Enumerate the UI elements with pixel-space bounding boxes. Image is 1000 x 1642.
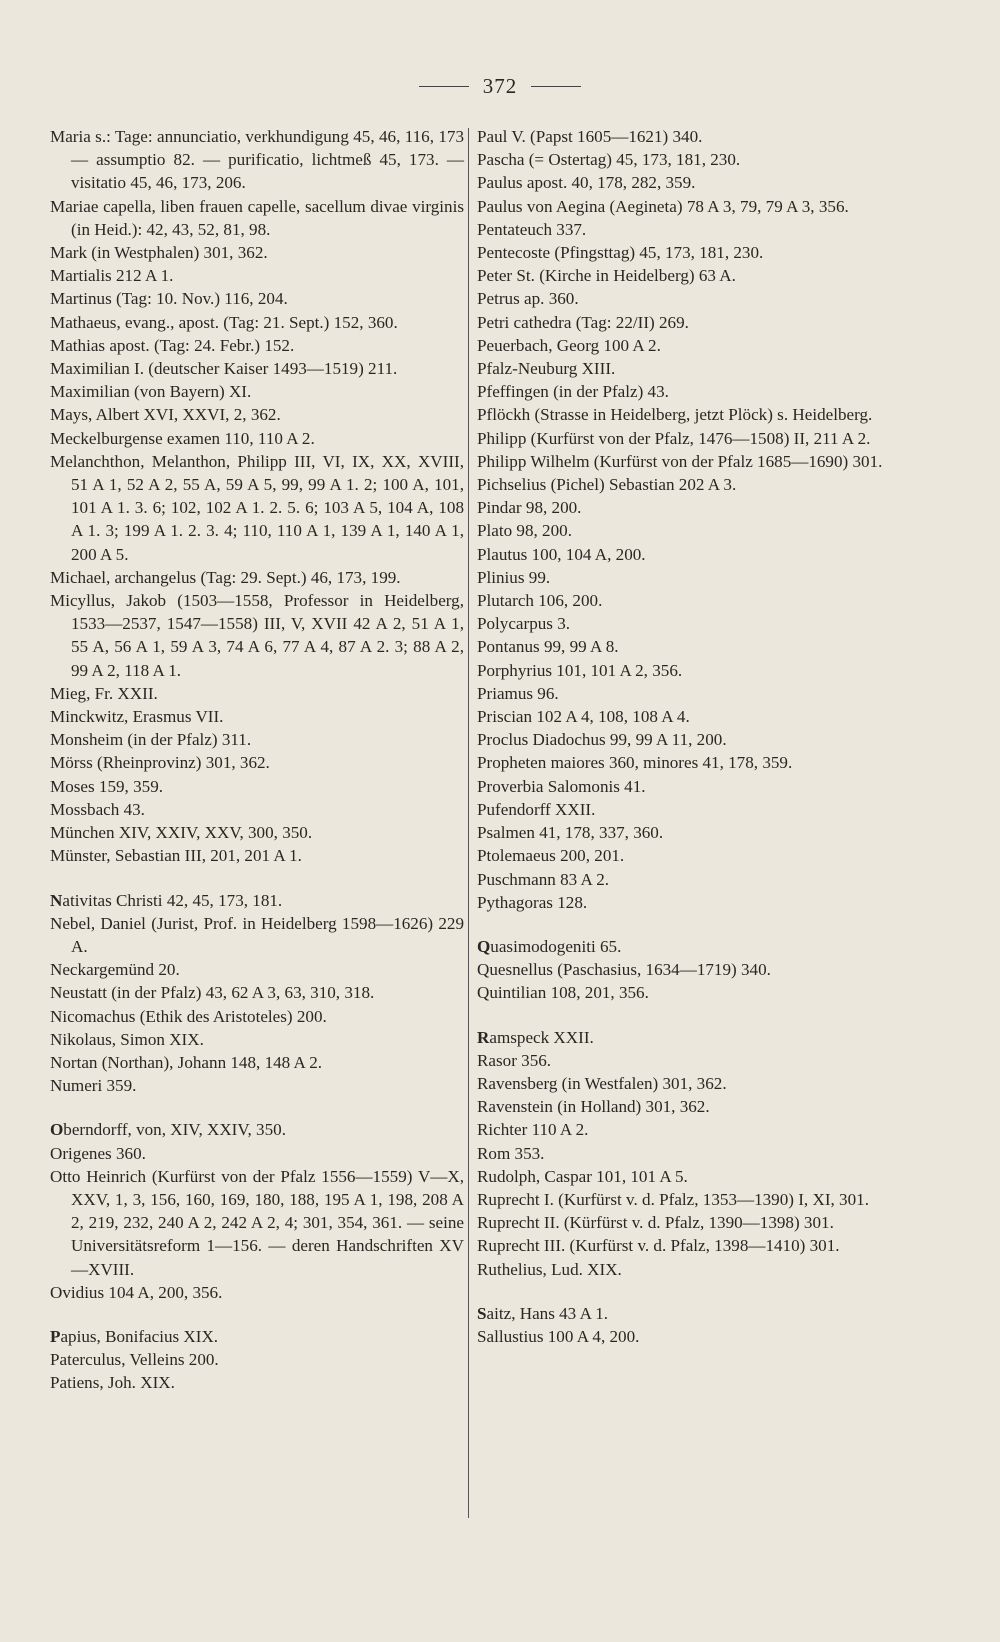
index-entry: Münster, Sebastian III, 201, 201 A 1. [50,846,302,866]
index-entry: Mathias apost. (Tag: 24. Febr.) 152. [50,335,295,355]
index-entry: Otto Heinrich (Kurfürst von der Pfalz 1556—1559) V—X, XXV, 1, 3, 156, 160, 169, 180, 188, 195 A 1, 198, 208 A 2, 219, 232, 240 A 2, 242 A 2, 4; 301, 354, 361. — seine Universitätsreform 1—156. — deren Handschriften XV—XVIII. [50,1166,464,1279]
page-header [0,74,1000,99]
index-entry: Porphyrius 101, 101 A 2, 356. [477,660,683,680]
index-entry: Pichselius (Pichel) Sebastian 202 A 3. [477,475,737,495]
index-entry: Ruprecht II. (Kürfürst v. d. Pfalz, 1390—1398) 301. [477,1213,834,1233]
index-entry: Monsheim (in der Pfalz) 311. [50,730,252,750]
index-entry: Paul V. (Papst 1605—1621) 340. [477,127,703,146]
index-entry: Petri cathedra (Tag: 22/II) 269. [477,312,689,332]
section-initial-letter: N [50,890,63,910]
index-entry: Pufendorff XXII. [477,799,596,819]
index-entry: Origenes 360. [50,1143,146,1163]
index-entry: Psalmen 41, 178, 337, 360. [477,823,664,843]
index-entry: Martialis 212 A 1. [50,266,174,286]
index-entry: Paterculus, Velleins 200. [50,1350,219,1370]
index-entry: Nebel, Daniel (Jurist, Prof. in Heidelberg 1598—1626) 229 A. [50,913,464,956]
index-entry: Patiens, Joh. XIX. [50,1373,175,1393]
index-entry: Rasor 356. [477,1050,552,1070]
section-initial-letter: S [477,1303,487,1323]
index-entry: Numeri 359. [50,1076,137,1096]
index-entry: Proclus Diadochus 99, 99 A 11, 200. [477,730,727,750]
index-entry: Proverbia Salomonis 41. [477,776,646,796]
index-entry: Nicomachus (Ethik des Aristoteles) 200. [50,1006,327,1026]
index-entry [477,1302,895,1325]
index-entry: Pythagoras 128. [477,892,588,912]
index-entry [477,935,895,958]
index-entry: Micyllus, Jakob (1503—1558, Professor in Heidelberg, 1533—2537, 1547—1558) III, V, XVII 42 A 2, 51 A 1, 55 A, 56 A 1, 59 A 3, 74 A 6, 77 A 4, 87 A 2. 3; 88 A 2, 99 A 2, 118 A 1. [50,591,464,680]
index-entry: Mays, Albert XVI, XXVI, 2, 362. [50,405,281,425]
index-entry: Pindar 98, 200. [477,498,582,518]
index-entry: Nikolaus, Simon XIX. [50,1029,204,1049]
index-entry: Maria s.: Tage: annunciatio, verkhundigung 45, 46, 116, 173 — assumptio 82. — purificatio, lichtmeß 45, 173. — visitatio 45, 46, 173, 206. [50,127,464,193]
index-entry: Mark (in Westphalen) 301, 362. [50,243,268,263]
index-entry [477,1026,895,1049]
index-entry: Priscian 102 A 4, 108, 108 A 4. [477,707,690,727]
index-entry: Peuerbach, Georg 100 A 2. [477,335,661,355]
index-entry: Maximilian I. (deutscher Kaiser 1493—1519) 211. [50,359,398,379]
index-entry: Sallustius 100 A 4, 200. [477,1326,640,1346]
index-entry: Plinius 99. [477,567,551,587]
header-rule-right [531,86,581,87]
index-entry: Melanchthon, Melanthon, Philipp III, VI, IX, XX, XVIII, 51 A 1, 52 A 2, 55 A, 59 A 5, 99, 99 A 1. 2; 100 A, 101, 101 A 1. 3. 6; 102, 102 A 1. 2. 5. 6; 103 A 5, 104 A, 108 A 1. 3; 199 A 1. 2. 3. 4; 110, 110 A 1, 139 A 1, 140 A 1, 200 A 5. [50,451,464,564]
index-entry: Maximilian (von Bayern) XI. [50,382,252,402]
index-entry: Ptolemaeus 200, 201. [477,846,625,866]
index-entry: Pfeffingen (in der Pfalz) 43. [477,382,669,402]
index-entry: Philipp (Kurfürst von der Pfalz, 1476—1508) II, 211 A 2. [477,428,871,448]
index-entry: Neckargemünd 20. [50,960,180,980]
index-entry: München XIV, XXIV, XXV, 300, 350. [50,823,313,843]
index-entry: Plautus 100, 104 A, 200. [477,544,646,564]
index-entry: Propheten maiores 360, minores 41, 178, 359. [477,753,793,773]
index-entry: Pontanus 99, 99 A 8. [477,637,619,657]
index-entry: Quintilian 108, 201, 356. [477,983,649,1003]
index-entry: Petrus ap. 360. [477,289,579,309]
index-entry: Mariae capella, liben frauen capelle, sacellum divae virginis (in Heid.): 42, 43, 52, 81, 98. [50,196,464,239]
index-entry: Ruprecht I. (Kurfürst v. d. Pfalz, 1353—1390) I, XI, 301. [477,1189,869,1209]
index-entry: Meckelburgense examen 110, 110 A 2. [50,428,315,448]
index-entry: Mieg, Fr. XXII. [50,683,158,703]
entry-text: amspeck XXII. [489,1027,594,1047]
index-entry [50,1118,464,1141]
header-rule-left [419,86,469,87]
index-entry: Philipp Wilhelm (Kurfürst von der Pfalz 1685—1690) 301. [477,451,883,471]
index-entry: Mörss (Rheinprovinz) 301, 362. [50,753,270,773]
index-entry: Rudolph, Caspar 101, 101 A 5. [477,1166,688,1186]
section-initial-letter: P [50,1326,61,1346]
index-entry: Moses 159, 359. [50,776,164,796]
entry-text: ativitas Christi 42, 45, 173, 181. [62,890,283,910]
index-entry: Mossbach 43. [50,799,145,819]
index-entry: Pentecoste (Pfingsttag) 45, 173, 181, 230. [477,243,764,263]
index-entry: Plutarch 106, 200. [477,591,603,611]
entry-text: berndorff, von, XIV, XXIV, 350. [63,1120,286,1140]
entry-text: apius, Bonifacius XIX. [60,1326,219,1346]
index-entry: Pascha (= Ostertag) 45, 173, 181, 230. [477,150,741,170]
index-entry: Ruthelius, Lud. XIX. [477,1259,622,1279]
section-initial-letter: R [477,1027,490,1047]
index-entry: Polycarpus 3. [477,614,571,634]
index-entry: Pfalz-Neuburg XIII. [477,359,616,379]
index-entry: Paulus apost. 40, 178, 282, 359. [477,173,696,193]
index-entry: Plato 98, 200. [477,521,572,541]
index-entry: Peter St. (Kirche in Heidelberg) 63 A. [477,266,736,286]
index-entry: Ravenstein (in Holland) 301, 362. [477,1097,710,1117]
index-entry: Nortan (Northan), Johann 148, 148 A 2. [50,1052,323,1072]
section-initial-letter: Q [477,936,491,956]
index-entry: Puschmann 83 A 2. [477,869,610,889]
index-entry [50,1325,464,1348]
column-divider [468,128,469,1518]
index-entry: Pentateuch 337. [477,219,587,239]
index-entry: Ovidius 104 A, 200, 356. [50,1282,223,1302]
index-entry: Quesnellus (Paschasius, 1634—1719) 340. [477,960,771,980]
index-entry: Martinus (Tag: 10. Nov.) 116, 204. [50,289,288,309]
entry-text: aitz, Hans 43 A 1. [486,1303,609,1323]
index-entry: Paulus von Aegina (Aegineta) 78 A 3, 79, 79 A 3, 356. [477,196,849,216]
index-entry [50,889,464,912]
page-number: 372 [482,74,518,98]
index-column-right [477,125,895,1348]
index-column-left [50,125,464,1395]
section-initial-letter: O [50,1120,64,1140]
index-entry: Rom 353. [477,1143,545,1163]
index-entry: Priamus 96. [477,683,559,703]
index-entry: Neustatt (in der Pfalz) 43, 62 A 3, 63, 310, 318. [50,983,375,1003]
index-entry: Michael, archangelus (Tag: 29. Sept.) 46, 173, 199. [50,567,401,587]
index-entry: Minckwitz, Erasmus VII. [50,707,224,727]
index-entry: Ravensberg (in Westfalen) 301, 362. [477,1073,727,1093]
index-entry: Pflöckh (Strasse in Heidelberg, jetzt Plöck) s. Heidelberg. [477,405,873,425]
index-entry: Mathaeus, evang., apost. (Tag: 21. Sept.) 152, 360. [50,312,398,332]
index-entry: Ruprecht III. (Kurfürst v. d. Pfalz, 1398—1410) 301. [477,1236,840,1256]
index-entry: Richter 110 A 2. [477,1120,589,1140]
entry-text: uasimodogeniti 65. [490,936,622,956]
